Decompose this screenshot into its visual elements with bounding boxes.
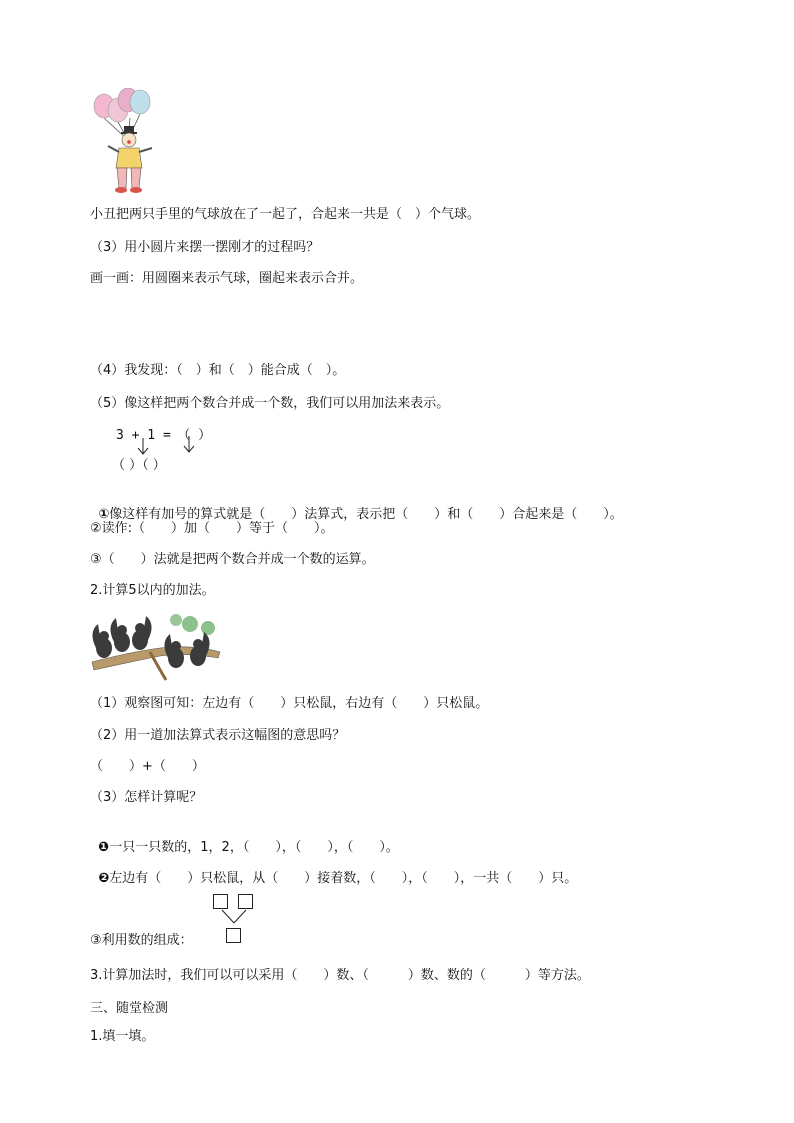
equation-blanks: （ ）（ ） — [112, 458, 166, 473]
equation: 3 + 1 = （ ） — [116, 428, 212, 443]
observe-question: （1）观察图可知：左边有（ ）只松鼠，右边有（ ）只松鼠。 — [90, 696, 489, 711]
step-4-finding: （4）我发现：（ ）和（ ）能合成（ ）。 — [90, 363, 346, 378]
step-3-question: （3）用小圆片来摆一摆刚才的过程吗？ — [90, 240, 320, 255]
clown-balloon-illustration — [90, 88, 160, 194]
addition-question: （2）用一道加法算式表示这幅图的意思吗？ — [90, 728, 346, 743]
count-method-2 — [90, 852, 577, 888]
addition-blanks: （ ）+（ ） — [90, 759, 205, 774]
section-3-question: 3.计算加法时，我们可以可以采用（ ）数、（ ）数、数的（ ）等方法。 — [90, 968, 590, 983]
section-heading-practice: 三、随堂检测 — [90, 1001, 169, 1016]
count-method-1-text: 一只一只数的，1，2，（ ），（ ），（ ）。 — [109, 840, 399, 855]
fill-in-title: 1.填一填。 — [90, 1029, 155, 1044]
composition-method: ③利用数的组成： — [90, 933, 193, 948]
composition-box-right — [238, 894, 253, 909]
squirrels-illustration — [90, 612, 222, 682]
marker-circle-filled-2: ❷ — [98, 871, 110, 886]
equation-arrows — [134, 436, 194, 458]
step-5-description: （5）像这样把两个数合并成一个数，我们可以用加法来表示。 — [90, 396, 450, 411]
how-to-calc: （3）怎样计算呢？ — [90, 790, 203, 805]
draw-instruction: 画一画：用圆圈来表示气球，圈起来表示合并。 — [90, 271, 364, 286]
marker-circle-1: ① — [98, 507, 110, 522]
question-2: ②读作:（ ）加（ ）等于（ ）。 — [90, 521, 334, 536]
composition-box-bottom — [226, 928, 241, 943]
clown-balloon-question: 小丑把两只手里的气球放在了一起了，合起来一共是（ ）个气球。 — [90, 207, 481, 222]
composition-box-left — [213, 894, 228, 909]
marker-circle-filled-1: ❶ — [98, 840, 110, 855]
composition-lines — [220, 909, 250, 927]
question-1 — [90, 488, 623, 524]
count-method-2-text: 左边有（ ）只松鼠，从（ ）接着数，（ ），（ ），一共（ ）只。 — [109, 871, 578, 886]
question-3: ③（ ）法就是把两个数合并成一个数的运算。 — [90, 552, 375, 567]
question-1-text: 像这样有加号的算式就是（ ）法算式，表示把（ ）和（ ）合起来是（ ）。 — [109, 507, 623, 522]
section-2-title: 2.计算5以内的加法。 — [90, 583, 215, 598]
